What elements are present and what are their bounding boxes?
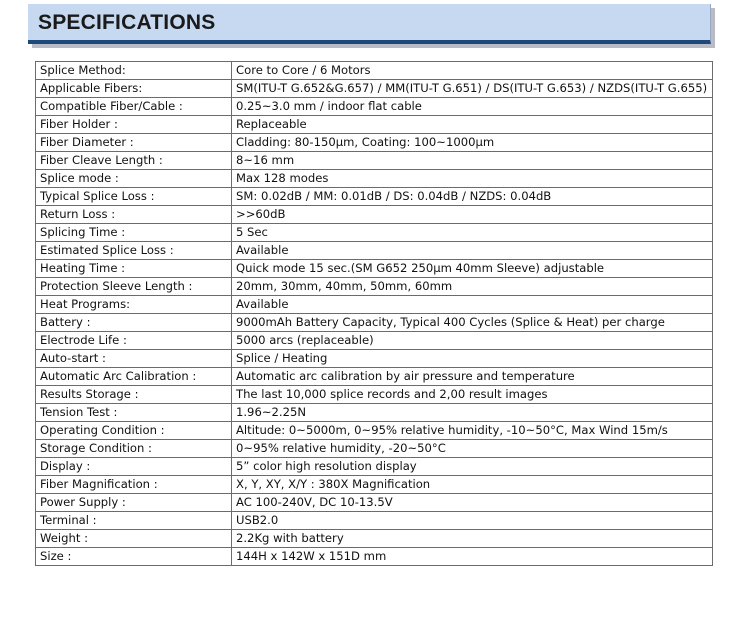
- spec-value: Available: [232, 242, 713, 260]
- spec-value: 9000mAh Battery Capacity, Typical 400 Cycles (Splice & Heat) per charge: [232, 314, 713, 332]
- specifications-table-body: [36, 62, 713, 566]
- table-row: [36, 170, 713, 188]
- table-row: [36, 404, 713, 422]
- spec-label: Typical Splice Loss :: [36, 188, 232, 206]
- spec-value: AC 100-240V, DC 10-13.5V: [232, 494, 713, 512]
- table-row: [36, 80, 713, 98]
- table-row: [36, 422, 713, 440]
- spec-value: Replaceable: [232, 116, 713, 134]
- spec-value: 2.2Kg with battery: [232, 530, 713, 548]
- table-row: [36, 296, 713, 314]
- table-row: [36, 62, 713, 80]
- spec-label: Heating Time :: [36, 260, 232, 278]
- spec-label: Protection Sleeve Length :: [36, 278, 232, 296]
- spec-value: Splice / Heating: [232, 350, 713, 368]
- section-header: [28, 4, 717, 48]
- table-row: [36, 512, 713, 530]
- spec-value: 144H x 142W x 151D mm: [232, 548, 713, 566]
- spec-value: Core to Core / 6 Motors: [232, 62, 713, 80]
- spec-label: Splicing Time :: [36, 224, 232, 242]
- spec-label: Return Loss :: [36, 206, 232, 224]
- spec-value: SM(ITU-T G.652&G.657) / MM(ITU-T G.651) / DS(ITU-T G.653) / NZDS(ITU-T G.655): [232, 80, 713, 98]
- spec-label: Heat Programs:: [36, 296, 232, 314]
- spec-label: Size :: [36, 548, 232, 566]
- table-row: [36, 224, 713, 242]
- spec-label: Power Supply :: [36, 494, 232, 512]
- table-row: [36, 548, 713, 566]
- table-row: [36, 278, 713, 296]
- spec-value: 8~16 mm: [232, 152, 713, 170]
- spec-label: Results Storage :: [36, 386, 232, 404]
- spec-value: Altitude: 0~5000m, 0~95% relative humidity, -10~50°C, Max Wind 15m/s: [232, 422, 713, 440]
- table-row: [36, 242, 713, 260]
- spec-label: Terminal :: [36, 512, 232, 530]
- spec-value: 0~95% relative humidity, -20~50°C: [232, 440, 713, 458]
- spec-value: Available: [232, 296, 713, 314]
- spec-label: Storage Condition :: [36, 440, 232, 458]
- spec-label: Splice mode :: [36, 170, 232, 188]
- spec-label: Tension Test :: [36, 404, 232, 422]
- table-row: [36, 260, 713, 278]
- spec-label: Electrode Life :: [36, 332, 232, 350]
- table-row: [36, 530, 713, 548]
- spec-value: X, Y, XY, X/Y : 380X Magnification: [232, 476, 713, 494]
- spec-value: The last 10,000 splice records and 2,00 result images: [232, 386, 713, 404]
- spec-value: Quick mode 15 sec.(SM G652 250μm 40mm Sleeve) adjustable: [232, 260, 713, 278]
- header-bar: [28, 4, 711, 44]
- spec-value: >>60dB: [232, 206, 713, 224]
- table-row: [36, 188, 713, 206]
- spec-value: 0.25~3.0 mm / indoor flat cable: [232, 98, 713, 116]
- spec-label: Fiber Magnification :: [36, 476, 232, 494]
- table-row: [36, 116, 713, 134]
- spec-label: Fiber Diameter :: [36, 134, 232, 152]
- table-row: [36, 98, 713, 116]
- spec-label: Splice Method:: [36, 62, 232, 80]
- table-row: [36, 386, 713, 404]
- page-title: SPECIFICATIONS: [38, 11, 216, 34]
- spec-value: USB2.0: [232, 512, 713, 530]
- spec-value: 20mm, 30mm, 40mm, 50mm, 60mm: [232, 278, 713, 296]
- spec-value: Max 128 modes: [232, 170, 713, 188]
- spec-label: Operating Condition :: [36, 422, 232, 440]
- spec-label: Fiber Cleave Length :: [36, 152, 232, 170]
- table-row: [36, 476, 713, 494]
- spec-label: Estimated Splice Loss :: [36, 242, 232, 260]
- table-row: [36, 494, 713, 512]
- table-row: [36, 314, 713, 332]
- spec-label: Display :: [36, 458, 232, 476]
- spec-value: 5 Sec: [232, 224, 713, 242]
- spec-value: 5” color high resolution display: [232, 458, 713, 476]
- spec-label: Weight :: [36, 530, 232, 548]
- spec-value: 5000 arcs (replaceable): [232, 332, 713, 350]
- spec-label: Fiber Holder :: [36, 116, 232, 134]
- spec-value: Automatic arc calibration by air pressure and temperature: [232, 368, 713, 386]
- spec-label: Compatible Fiber/Cable :: [36, 98, 232, 116]
- spec-value: Cladding: 80-150μm, Coating: 100~1000μm: [232, 134, 713, 152]
- spec-label: Auto-start :: [36, 350, 232, 368]
- spec-label: Automatic Arc Calibration :: [36, 368, 232, 386]
- table-row: [36, 206, 713, 224]
- table-row: [36, 350, 713, 368]
- spec-label: Applicable Fibers:: [36, 80, 232, 98]
- spec-value: 1.96~2.25N: [232, 404, 713, 422]
- table-row: [36, 134, 713, 152]
- table-row: [36, 458, 713, 476]
- spec-value: SM: 0.02dB / MM: 0.01dB / DS: 0.04dB / NZDS: 0.04dB: [232, 188, 713, 206]
- specifications-table: [35, 61, 713, 566]
- table-row: [36, 440, 713, 458]
- table-row: [36, 368, 713, 386]
- table-row: [36, 332, 713, 350]
- spec-label: Battery :: [36, 314, 232, 332]
- table-row: [36, 152, 713, 170]
